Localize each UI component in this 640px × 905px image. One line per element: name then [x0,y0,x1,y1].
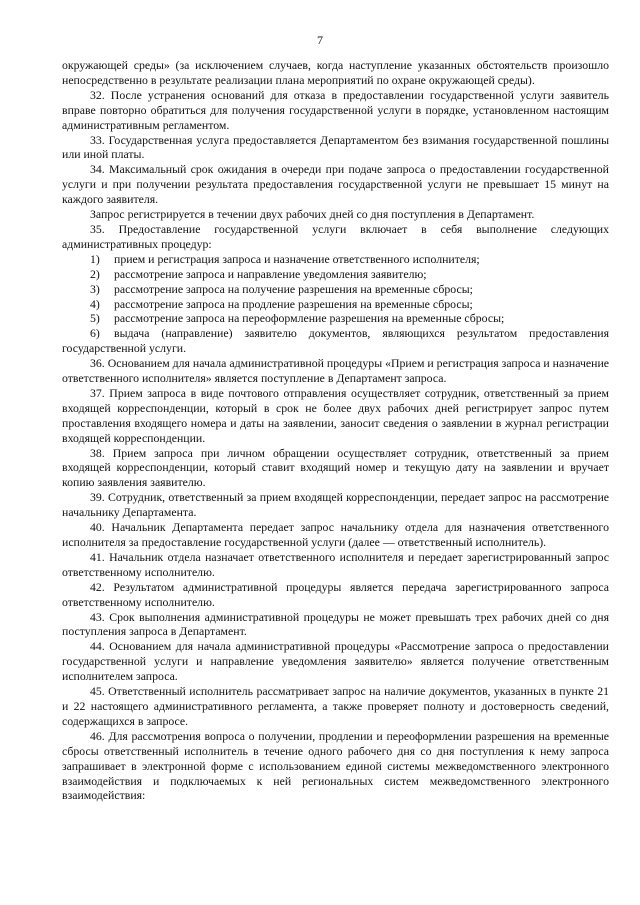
paragraph: Запрос регистрируется в течении двух рабочих дней со дня поступления в Департамент. [90,207,535,222]
list-item-text: выдача (направление) заявителю документов, являющихся результатом предоставления государственной услуги. [62,326,609,356]
list-item-number: 1) [90,251,100,266]
paragraph: 33. Государственная услуга предоставляется Департаментом без взимания государственной пошлины или иной платы. [62,132,609,162]
list-item-number: 3) [90,281,100,296]
list-item-text: прием и регистрация запроса и назначение ответственного исполнителя; [114,251,480,266]
list-item-number: 5) [90,311,100,326]
list-item [62,311,609,326]
paragraph: 32. После устранения оснований для отказа в предоставлении государственной услуги заявитель вправе повторно обратиться для получения государственной услуги в порядке, установленном настоящим административным регламентом. [62,87,609,132]
paragraph: 35. Предоставление государственной услуги включает в себя выполнение следующих административных процедур: [62,221,609,251]
list-item-text: рассмотрение запроса на получение разрешения на временные сбросы; [114,281,473,296]
list-item [62,297,609,312]
paragraph: 44. Основанием для начала административной процедуры «Рассмотрение запроса о предоставлении государственной услуги и направление уведомления заявителю» является получение ответственным исполнителем запроса. [62,639,609,684]
paragraph: 43. Срок выполнения административной процедуры не может превышать трех рабочих дней со дня поступления запроса в Департамент. [62,609,609,639]
document-body [62,58,609,803]
list-item-number: 2) [90,266,100,281]
paragraph: 45. Ответственный исполнитель рассматривает запрос на наличие документов, указанных в пункте 21 и 22 настоящего административного регламента, а также проверяет полноту и достоверность сведений, содержащихся в запросе. [62,684,609,728]
paragraph: 41. Начальник отдела назначает ответственного исполнителя и передает зарегистрированный запрос ответственному исполнителю. [62,549,609,579]
paragraph: 40. Начальник Департамента передает запрос начальнику отдела для назначения ответственного исполнителя за предоставление государственной услуги (далее — ответственный исполнитель). [62,520,609,549]
list-item-text: рассмотрение запроса на переоформление разрешения на временные сбросы; [114,311,505,326]
paragraph: 34. Максимальный срок ожидания в очереди при подаче запроса о предоставлении государственной услуги и при получении результата предоставления государственной услуги не превышает 15 минут на каждого заявителя. [62,162,609,207]
list-item-number: 6) [90,326,100,341]
list-item-text: рассмотрение запроса и направление уведомления заявителю; [114,266,427,281]
paragraph: 39. Сотрудник, ответственный за прием входящей корреспонденции, передает запрос на рассмотрение начальнику Департамента. [62,490,609,520]
paragraph: 37. Прием запроса в виде почтового отправления осуществляет сотрудник, ответственный за прием входящей корреспонденции, который в срок не более двух рабочих дней регистрирует запрос путем проставления входящего номера и даты на заявлении, заносит сведения о заявлении в журнал регистрации входящей корреспонденции. [62,385,609,445]
list-item [62,267,609,282]
paragraph: 38. Прием запроса при личном обращении осуществляет сотрудник, ответственный за прием входящей корреспонденции, который ставит входящий номер и текущую дату на заявлении и вручает копию заявления заявителю. [62,445,609,490]
paragraph: 36. Основанием для начала административной процедуры «Прием и регистрация запроса и назначение ответственного исполнителя» является поступление в Департамент запроса. [62,356,609,386]
paragraph-continuation: окружающей среды» (за исключением случаев, когда наступление указанных обстоятельств произошло непосредственно в результате реализации плана мероприятий по охране окружающей среды). [62,58,609,87]
list-item-number: 4) [90,296,100,311]
list-item-text: рассмотрение запроса на продление разрешения на временные сбросы; [114,296,473,311]
page-number: 7 [317,33,323,47]
list-item [62,252,609,267]
list-item [62,282,609,297]
paragraph: 42. Результатом административной процедуры является передача зарегистрированного запроса ответственному исполнителю. [62,579,609,609]
paragraph: 46. Для рассмотрения вопроса о получении, продлении и переоформлении разрешения на временные сбросы ответственный исполнитель в течение одного рабочего дня со дня поступления к нему запроса запрашивает в электронной форме с использованием единой системы межведомственного электронного взаимодействия и подключаемых к ней региональных систем межведомственного электронного взаимодействия: [62,728,609,803]
list-item [62,326,609,356]
